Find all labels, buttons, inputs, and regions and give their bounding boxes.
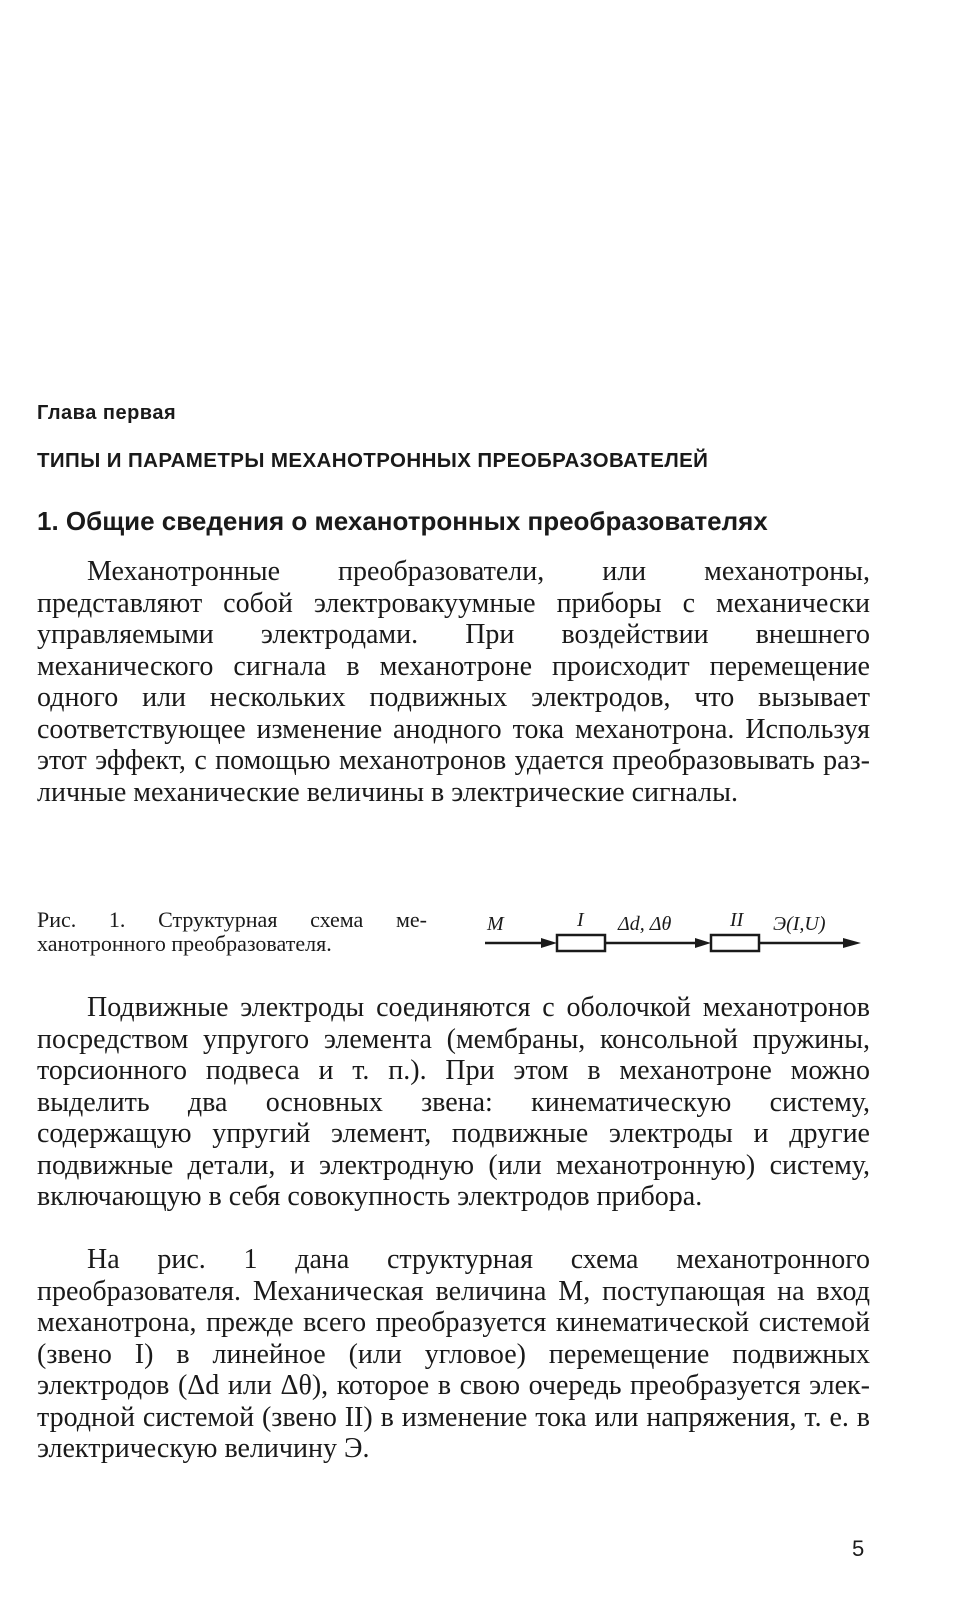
middle-arrowhead <box>695 938 711 948</box>
paragraph-intro: Механотронные преобразователи, или механотроны, представляют собой электровакуумные приборы с механически управляемыми электродами. При воздействии внешнего механического сигнала в механотроне происходит перемещение одного или нескольких подвижных электродов, что вызывает соответствующее изменение анодного тока механотрона. Используя этот эффект, с помощью механотронов удается преобразовывать различные механические величины в электрические сигналы. <box>37 556 870 808</box>
block2-label: II <box>730 909 744 931</box>
paragraph-diagram-description: На рис. 1 дана структурная схема механотронного преобразователя. Механическая величина M, поступающая на вход механотрона, прежде всего преобразуется кинематической системой (звено I) в линейное (или угловое) перемещение подвижных электродов (Δd или Δθ), которое в свою очередь преобразуется электродной системой (звено II) в изменение тока или напряжения, т. е. в электрическую величину Э. <box>37 1244 870 1464</box>
input-label: M <box>487 913 504 935</box>
block1-label: I <box>577 909 584 931</box>
output-label: Э(I,U) <box>773 913 826 935</box>
figure-1 <box>37 908 870 968</box>
structural-diagram <box>477 908 870 968</box>
chapter-label: Глава первая <box>37 402 177 424</box>
section-heading: 1. Общие сведения о механотронных преобразователях <box>37 506 768 536</box>
paragraph-electrodes: Подвижные электроды соединяются с оболочкой механотронов посредством упругого элемента (мембраны, консольной пружины, торсионного подвеса и т. п.). При этом в механотроне можно выделить два основных звена: кинематическую систему, содержащую упругий элемент, подвижные электроды и другие подвижные детали, и электродную (или механотронную) систему, включающую в себя совокупность электродов прибора. <box>37 992 870 1212</box>
block-2 <box>711 935 759 951</box>
page-number: 5 <box>852 1536 865 1561</box>
output-arrowhead <box>843 938 861 948</box>
input-arrowhead <box>541 938 557 948</box>
block-1 <box>557 935 605 951</box>
middle-label: Δd, Δθ <box>618 913 672 935</box>
chapter-title: ТИПЫ И ПАРАМЕТРЫ МЕХАНОТРОННЫХ ПРЕОБРАЗОВАТЕЛЕЙ <box>37 449 709 472</box>
figure-caption: Рис. 1. Структурная схема механотронного преобразователя. <box>37 907 427 956</box>
